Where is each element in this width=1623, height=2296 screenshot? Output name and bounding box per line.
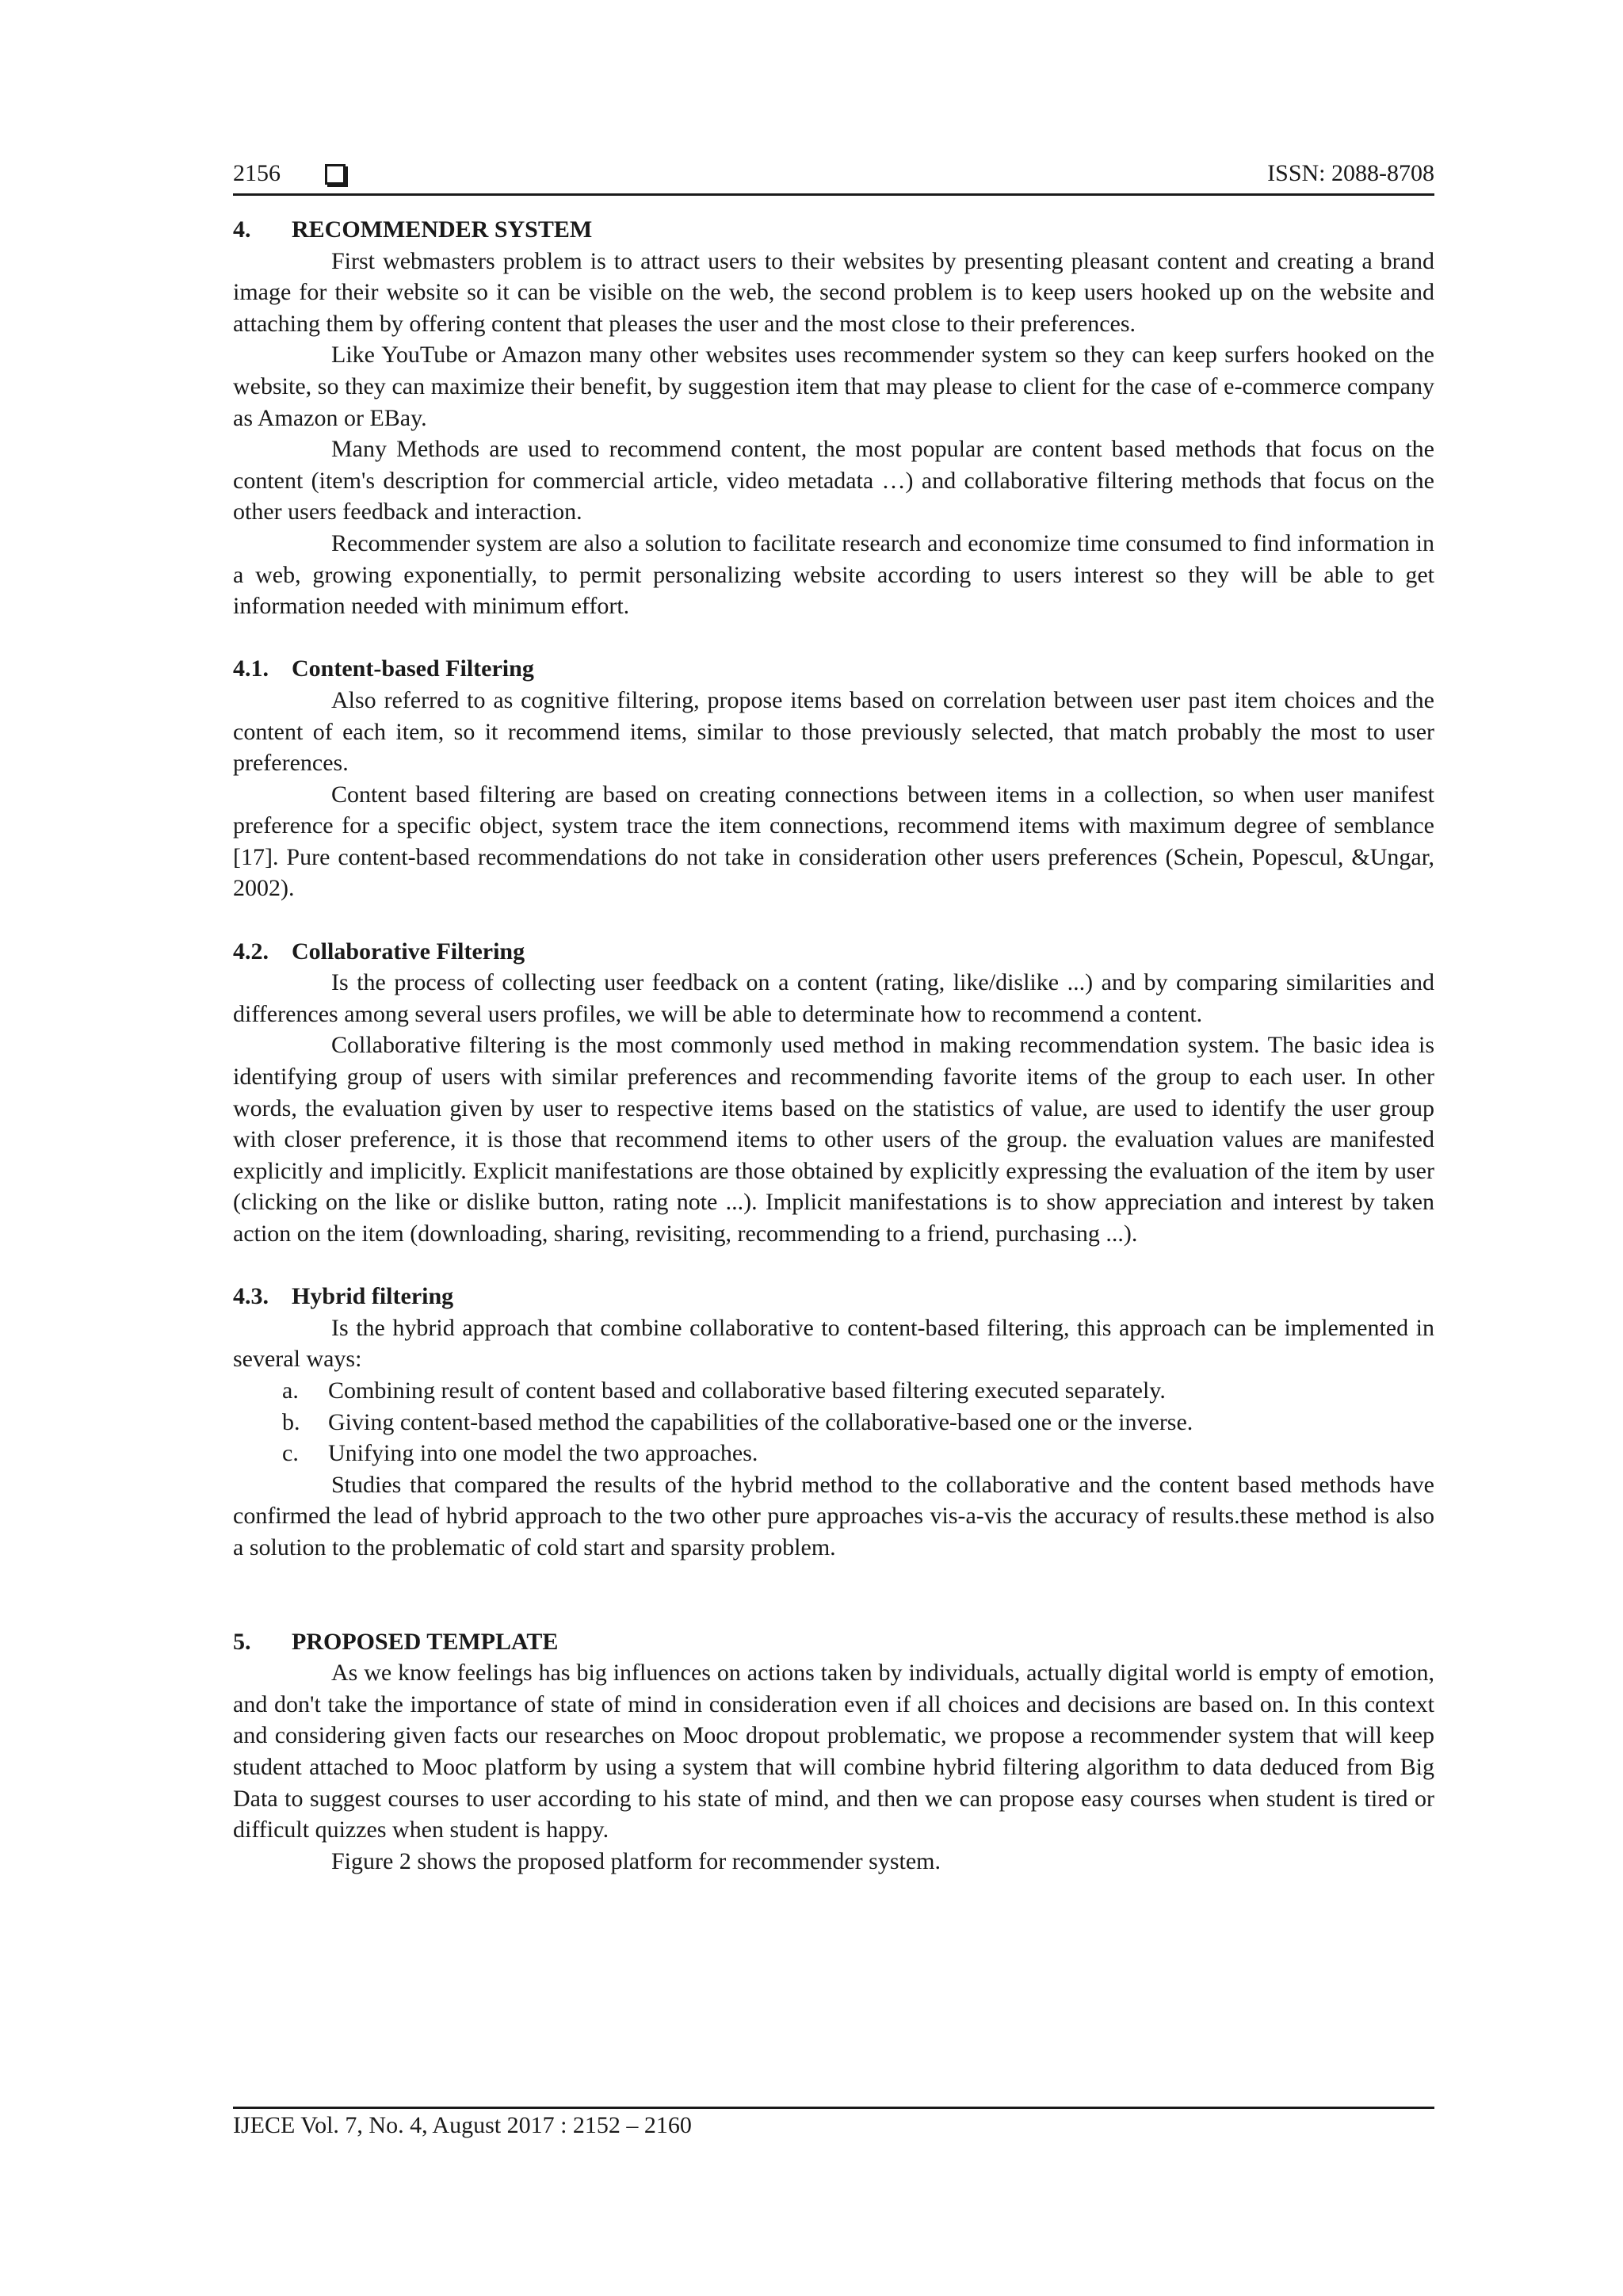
section-title: PROPOSED TEMPLATE xyxy=(292,1628,559,1655)
paragraph: As we know feelings has big influences on actions taken by individuals, actually digital world is empty of emotion, and don't take the importance of state of mind in consideration even if all choices and decisions are based on. In this context and considering given facts our researches on Mooc dropout problematic, we propose a recommender system that will keep student attached to Mooc platform by using a system that will combine hybrid filtering algorithm to data deduced from Big Data to suggest courses to user according to his state of mind, and then we can propose easy courses when student is tired or difficult quizzes when student is happy. xyxy=(233,1660,1434,1843)
paragraph: First webmasters problem is to attract users to their websites by presenting pleasant content and creating a brand image for their website so it can be visible on the web, the second problem is to keep users hooked up on the website and attaching them by offering content that pleases the user and the most close to their preferences. xyxy=(233,247,1434,337)
section-number: 4.1. xyxy=(233,655,269,682)
list-item-text: Combining result of content based and collaborative based filtering executed separately. xyxy=(328,1377,1166,1404)
list-item xyxy=(233,1375,1434,1407)
list-marker: c. xyxy=(282,1440,299,1467)
list-marker: a. xyxy=(282,1377,299,1404)
list-item xyxy=(233,1407,1434,1438)
paragraph: Is the process of collecting user feedback on a content (rating, like/dislike ...) and by comparing similarities and differences among several users profiles, we will be able to determinate how to recommend a content. xyxy=(233,969,1434,1027)
page-footer: IJECE Vol. 7, No. 4, August 2017 : 2152 – 2160 xyxy=(233,2112,692,2138)
paragraph: Content based filtering are based on creating connections between items in a collection, so when user manifest preference for a specific object, system trace the item connections, recommend items with maximum degree of semblance [17]. Pure content-based recommendations do not take in consideration other users preferences (Schein, Popescul, &Ungar, 2002). xyxy=(233,781,1434,902)
list-item-text: Giving content-based method the capabilities of the collaborative-based one or the inverse. xyxy=(328,1408,1193,1435)
section-number: 4.2. xyxy=(233,938,269,965)
page-header xyxy=(233,153,1434,194)
header-rule xyxy=(233,193,1434,196)
spacer xyxy=(233,1564,1434,1626)
square-bullet-icon xyxy=(325,164,346,185)
paragraph: Studies that compared the results of the hybrid method to the collaborative and the content based methods have confirmed the lead of hybrid approach to the two other pure approaches vis-a-vis the accuracy of results.these method is also a solution to the problematic of cold start and sparsity problem. xyxy=(233,1471,1434,1561)
paragraph: Collaborative filtering is the most commonly used method in making recommendation system. The basic idea is identifying group of users with similar preferences and recommending favorite items of the group to each user. In other words, the evaluation given by user to respective items based on the statistics of value, are used to identify the user group with closer preference, it is those that recommend items to other users of the group. the evaluation values are manifested explicitly and implicitly. Explicit manifestations are those obtained by explicitly expressing the evaluation of the item by user (clicking on the like or dislike button, rating note ...). Implicit manifestations is to show appreciation and interest by taken action on the item (downloading, sharing, revisiting, recommending to a friend, purchasing ...). xyxy=(233,1032,1434,1247)
paragraph: Is the hybrid approach that combine collaborative to content-based filtering, this approach can be implemented in several ways: xyxy=(233,1314,1434,1373)
issn-label: ISSN: 2088-8708 xyxy=(1267,160,1434,186)
section-heading-4-1 xyxy=(233,653,1434,685)
list-item xyxy=(233,1438,1434,1469)
hybrid-methods-list xyxy=(233,1375,1434,1469)
section-heading-5 xyxy=(233,1626,1434,1658)
section-title: RECOMMENDER SYSTEM xyxy=(292,216,593,243)
section-heading-4-2 xyxy=(233,936,1434,968)
spacer xyxy=(233,622,1434,654)
section-title: Collaborative Filtering xyxy=(292,938,525,965)
paragraph: Figure 2 shows the proposed platform for recommender system. xyxy=(331,1847,941,1874)
page-number: 2156 xyxy=(233,160,281,186)
section-title: Content-based Filtering xyxy=(292,655,534,682)
section-heading-4 xyxy=(233,214,1434,246)
section-heading-4-3 xyxy=(233,1281,1434,1312)
paragraph: Like YouTube or Amazon many other websites uses recommender system so they can keep surfers hooked on the website, so they can maximize their benefit, by suggestion item that may please to client for the case of e-commerce company as Amazon or EBay. xyxy=(233,342,1434,431)
footer-rule xyxy=(233,2107,1434,2109)
paragraph: Recommender system are also a solution to facilitate research and economize time consumed to find information in a web, growing exponentially, to permit personalizing website according to users interest so they will be able to get information needed with minimum effort. xyxy=(233,529,1434,620)
section-number: 5. xyxy=(233,1628,251,1655)
paragraph: Also referred to as cognitive filtering, propose items based on correlation between user past item choices and the content of each item, so it recommend items, similar to those previously selected, that match probably the most to user preferences. xyxy=(233,686,1434,777)
list-item-text: Unifying into one model the two approaches. xyxy=(328,1440,758,1467)
body-text xyxy=(233,214,1434,1877)
paragraph: Many Methods are used to recommend content, the most popular are content based methods that focus on the content (item's description for commercial article, video metadata …) and collaborative filtering methods that focus on the other users feedback and interaction. xyxy=(233,436,1434,525)
section-number: 4.3. xyxy=(233,1283,269,1310)
section-title: Hybrid filtering xyxy=(292,1283,454,1310)
section-number: 4. xyxy=(233,216,251,243)
spacer xyxy=(233,1250,1434,1282)
spacer xyxy=(233,904,1434,936)
list-marker: b. xyxy=(282,1408,300,1435)
